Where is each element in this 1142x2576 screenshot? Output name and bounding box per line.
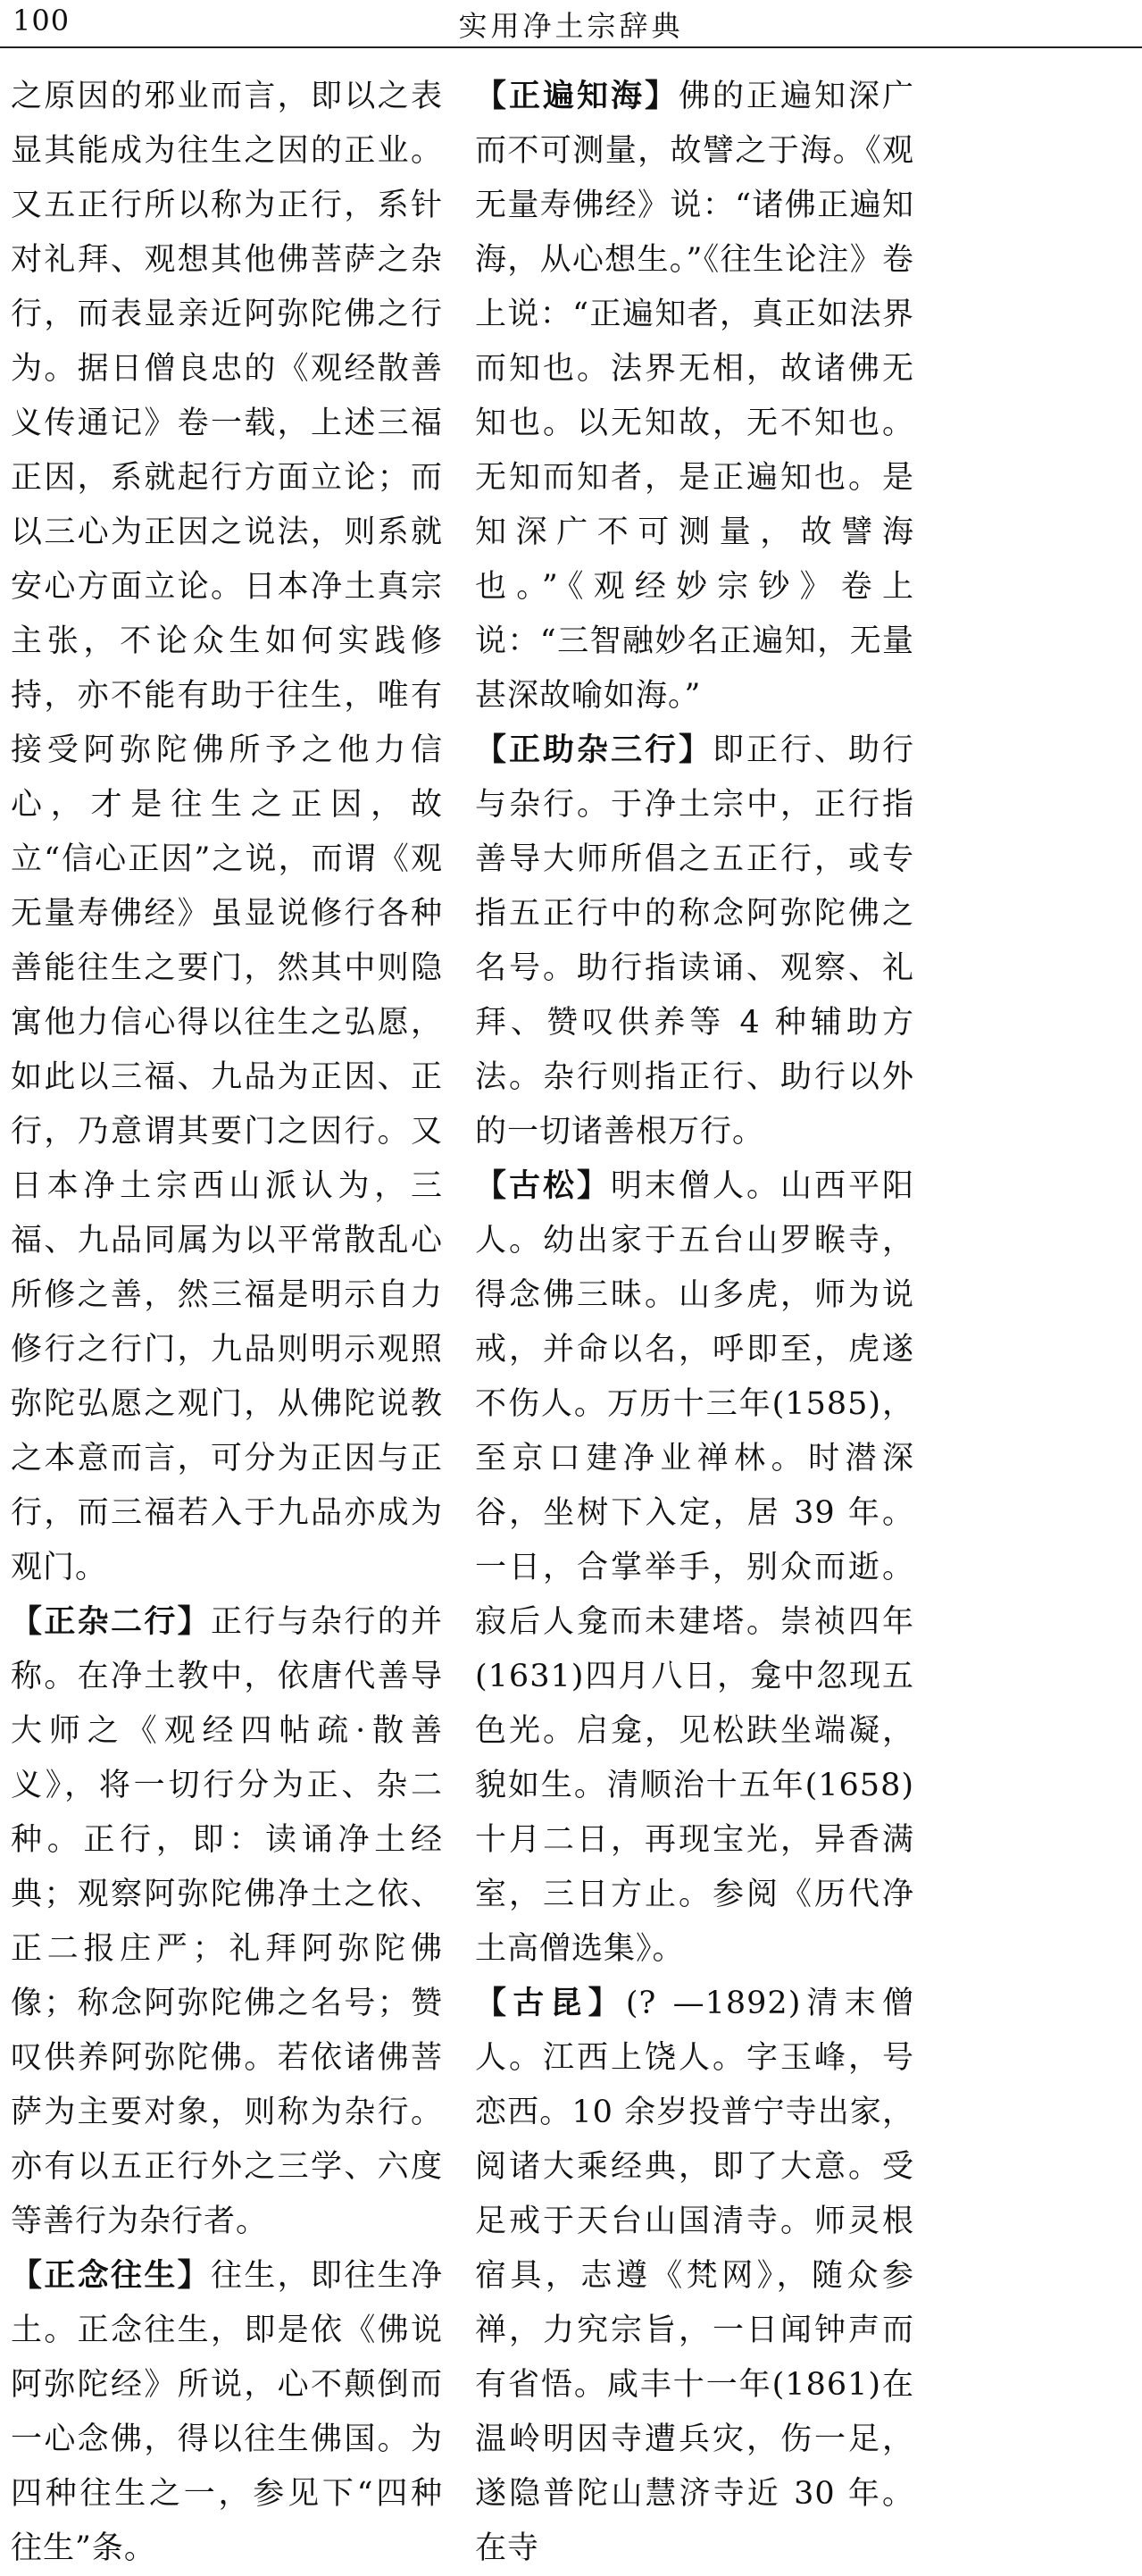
entry-zheng-bian-zhi-hai [475,70,914,723]
entry-text: (? —1892)清末僧人。江西上饶人。字玉峰，号恋西。10 余岁投普宁寺出家，阅诸大乘经典，即了大意。受足戒于天台山国清寺。师灵根宿具，志遵《梵网》，随众参禅，力究宗旨，一日闻钟声而有省悟。咸丰十一年(1861)在温岭明因寺遭兵灾，伤一足，遂隐普陀山慧济寺近 30 年。在寺 [475,1986,914,2566]
entry-text: 正行与杂行的并称。在净土教中，依唐代善导大师之《观经四帖疏·散善义》，将一切行分为正、杂二种。正行，即：读诵净土经典；观察阿弥陀佛净土之依、正二报庄严；礼拜阿弥陀佛像；称念阿弥陀佛之名号；赞叹供养阿弥陀佛。若依诸佛菩萨为主要对象，则称为杂行。亦有以五正行外之三学、六度等善行为杂行者。 [11,1604,443,2239]
entry-headword: 【古松】 [475,1168,611,1204]
continuation-paragraph: 之原因的邪业而言，即以之表显其能成为往生之因的正业。又五正行所以称为正行，系针对礼拜、观想其他佛菩萨之杂行，而表显亲近阿弥陀佛之行为。据日僧良忠的《观经散善义传通记》卷一载，上述三福正因，系就起行方面立论；而以三心为正因之说法，则系就安心方面立论。日本净土真宗主张，不论众生如何实践修持，亦不能有助于往生，唯有接受阿弥陀佛所予之他力信心，才是往生之正因，故立“信心正因”之说，而谓《观无量寿佛经》虽显说修行各种善能往生之要门，然其中则隐寓他力信心得以往生之弘愿，如此以三福、九品为正因、正行，乃意谓其要门之因行。又日本净土宗西山派认为，三福、九品同属为以平常散乱心所修之善，然三福是明示自力修行之行门，九品则明示观照弥陀弘愿之观门，从佛陀说教之本意而言，可分为正因与正行，而三福若入于九品亦成为观门。 [11,79,443,1585]
entry-zheng-zhu-za-san-xing [475,723,914,1159]
entry-text: 即正行、助行与杂行。于净土宗中，正行指善导大师所倡之五正行，或专指五正行中的称念阿弥陀佛之名号。助行指读诵、观察、礼拜、赞叹供养等 4 种辅助方法。杂行则指正行、助行以外的一切诸善根万行。 [475,732,914,1150]
entry-text: 明末僧人。山西平阳人。幼出家于五台山罗睺寺，得念佛三昧。山多虎，师为说戒，并命以名，呼即至，虎遂不伤人。万历十三年(1585)，至京口建净业禅林。时潜深谷，坐树下入定，居 39 年。一日，合掌举手，别众而逝。寂后人龛而未建塔。崇祯四年(1631)四月八日，龛中忽现五色光。启龛，见松趺坐端凝，貌如生。清顺治十五年(1658)十月二日，再现宝光，异香满室，三日方止。参阅《历代净土高僧选集》。 [475,1168,914,1967]
entry-headword: 【正杂二行】 [11,1604,211,1640]
entry-zheng-nian-wang-sheng [11,2249,443,2576]
entry-headword: 【正遍知海】 [475,79,679,114]
entry-headword: 【正助杂三行】 [475,732,713,768]
entry-text: 佛的正遍知深广而不可测量，故譬之于海。《观无量寿佛经》说：“诸佛正遍知海，从心想生。”《往生论注》卷上说：“正遍知者，真正如法界而知也。法界无相，故诸佛无知也。以无知故，无不知也。无知而知者，是正遍知也。是知深广不可测量，故譬海也。”《观经妙宗钞》卷上说：“三智融妙名正遍知，无量甚深故喻如海。” [475,79,914,714]
entry-zheng-za-er-xing [11,1595,443,2249]
entry-headword: 【古昆】 [475,1986,626,2021]
running-title: 实用净土宗辞典 [458,9,684,43]
entry-gu-kun [475,1977,914,2576]
page-header [0,0,1142,54]
right-column [475,70,914,2576]
entry-gu-song [475,1159,914,1977]
entry-text: 往生，即往生净土。正念往生，即是依《佛说阿弥陀经》所说，心不颠倒而一心念佛，得以往生佛国。为四种往生之一，参见下“四种往生”条。 [11,2258,443,2566]
page-number: 100 [13,4,71,38]
entry-headword: 【正念往生】 [11,2258,211,2294]
left-column [11,70,443,2576]
header-rule [0,46,1142,48]
